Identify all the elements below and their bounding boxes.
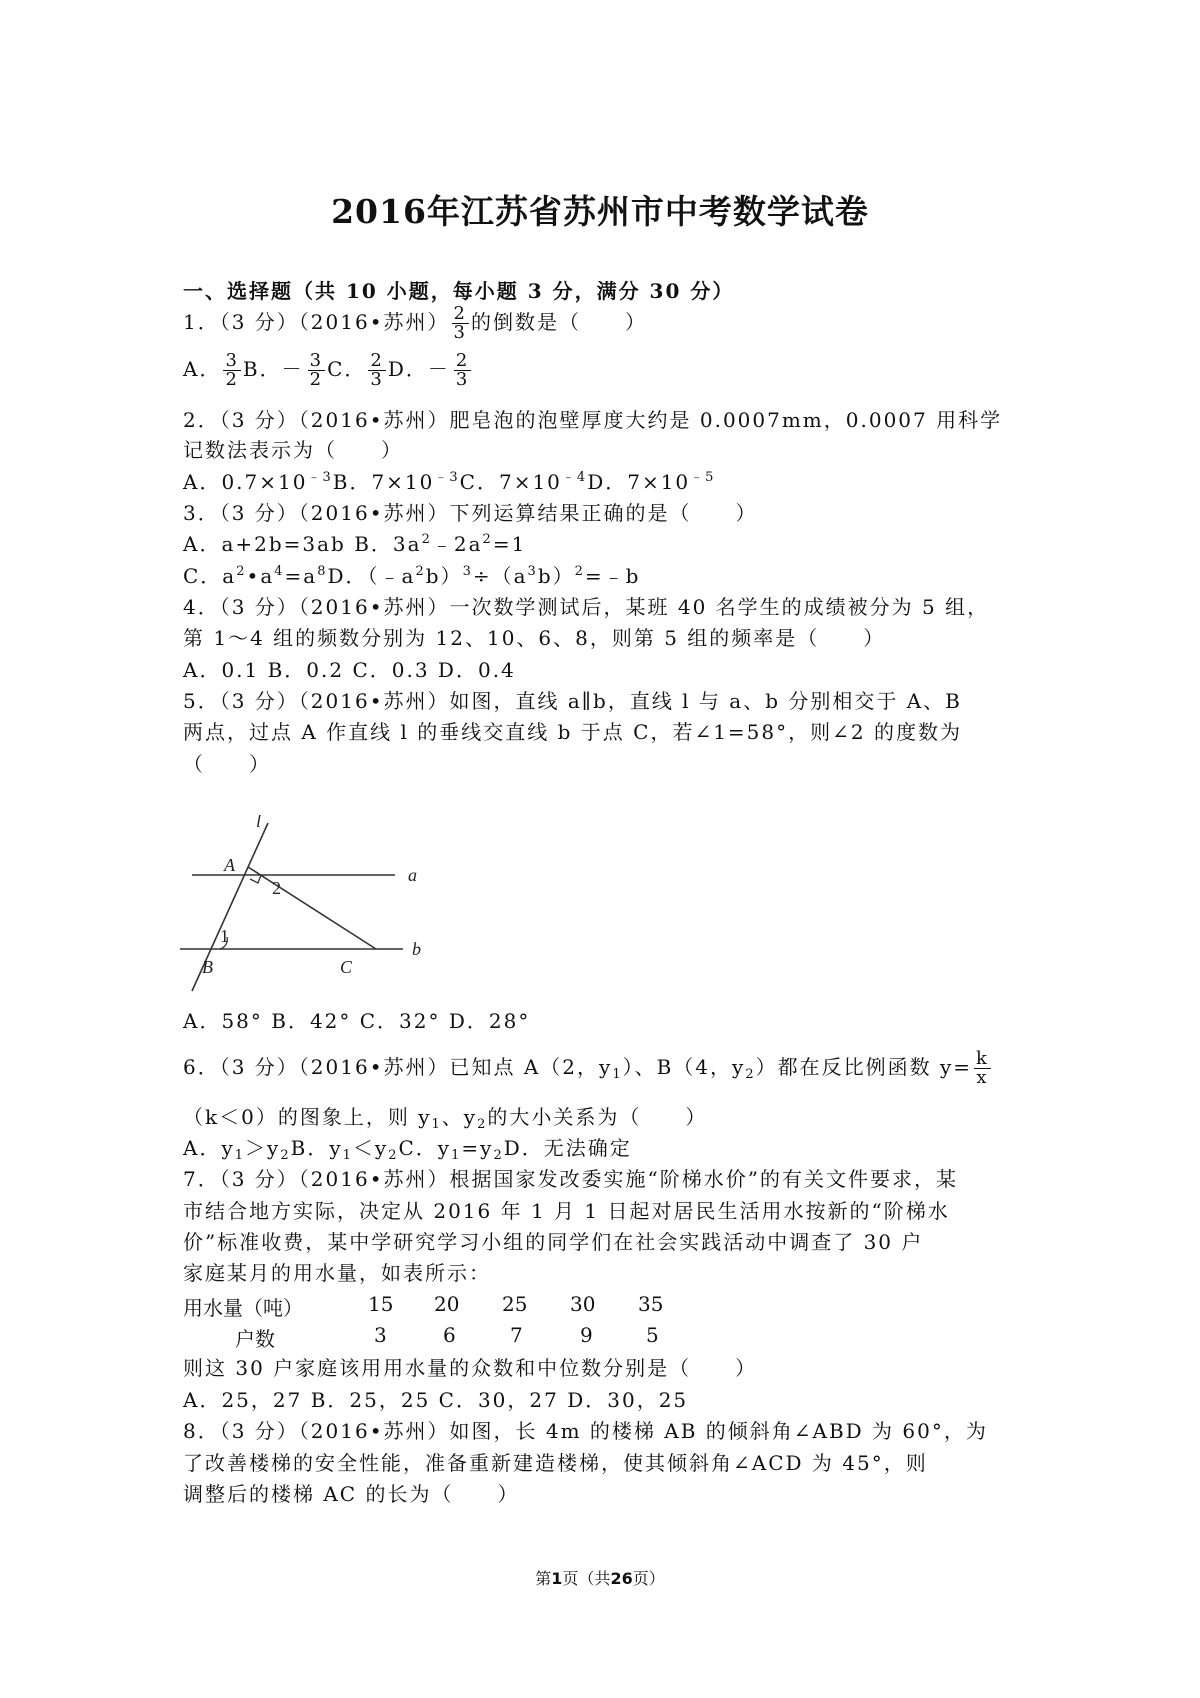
section-heading: 一、选择题（共 10 小题，每小题 3 分，满分 30 分） <box>183 279 735 303</box>
label-point-c: C <box>340 957 353 977</box>
table-cell: 20 <box>434 1292 460 1316</box>
question-1-stem: 1．（3 分）（2016•苏州） $\frac{2}{3}$ 的倒数是（ ） <box>183 303 647 343</box>
table-cell: 9 <box>580 1323 593 1347</box>
parallel-lines-figure <box>180 815 450 1000</box>
question-8-line-3: 调整后的楼梯 AC 的长为（ ） <box>183 1482 520 1506</box>
label-angle-1: 1 <box>220 926 229 946</box>
question-5-options: A．58° B．42° C．32° D．28° <box>183 1009 531 1033</box>
table-row-2-label: 户数 <box>235 1327 275 1351</box>
question-5-line-1: 5．（3 分）（2016•苏州）如图，直线 a∥b，直线 l 与 a、b 分别相交于 A、B <box>183 689 962 713</box>
question-7-line-3: 价”标准收费，某中学研究学习小组的同学们在社会实践活动中调查了 30 户 <box>183 1230 924 1254</box>
question-1-options: A． $\frac{3}{2}$ B．－ $\frac{3}{2}$ C． $\frac{2}{3}$ D．－ $\frac{2}{3}$ <box>183 350 470 390</box>
question-2-line-1: 2．（3 分）（2016•苏州）肥皂泡的泡壁厚度大约是 0.0007mm，0.0007 用科学 <box>183 408 1003 432</box>
table-cell: 25 <box>502 1292 528 1316</box>
fraction: $\frac{2}{3}$ <box>455 350 470 390</box>
fraction: $\frac{2}{3}$ <box>453 303 467 343</box>
question-7-options: A．25，27 B．25，25 C．30，27 D．30，25 <box>183 1388 689 1412</box>
question-3-options-cd: C．$a^2•a^4=a^8D$．$(﹣a^2b)^3\div(a^3b)^2=﹣b$ <box>183 564 641 588</box>
table-cell: 35 <box>638 1292 664 1316</box>
fraction: $\frac{3}{2}$ <box>309 350 324 390</box>
table-cell: 5 <box>646 1323 659 1347</box>
label-line-a: a <box>408 865 417 885</box>
question-5-line-2: 两点，过点 A 作直线 l 的垂线交直线 b 于点 C，若∠1=58°，则∠2 的度数为 <box>183 720 962 744</box>
table-cell: 30 <box>570 1292 596 1316</box>
table-cell: 6 <box>443 1323 456 1347</box>
table-row-1-label: 用水量（吨） <box>183 1296 303 1320</box>
table-cell: 15 <box>368 1292 394 1316</box>
fraction: $\frac{k}{x}$ <box>976 1048 989 1088</box>
table-cell: 3 <box>374 1323 387 1347</box>
question-6-line-2: （k＜0）的图象上，则 $y_1$、$y_2$的大小关系为（ ） <box>183 1105 708 1132</box>
question-7-line-2: 市结合地方实际，决定从 2016 年 1 月 1 日起对居民生活用水按新的“阶梯水 <box>183 1199 950 1223</box>
current-page-number: 1 <box>551 1569 563 1588</box>
page-footer: 第1页（共26页） <box>535 1569 665 1588</box>
question-8-line-2: 了改善楼梯的安全性能，准备重新建造楼梯，使其倾斜角∠ACD 为 45°，则 <box>183 1451 928 1475</box>
question-7-line-1: 7．（3 分）（2016•苏州）根据国家发改委实施“阶梯水价”的有关文件要求，某 <box>183 1167 958 1191</box>
question-7-line-5: 则这 30 户家庭该用用水量的众数和中位数分别是（ ） <box>183 1356 758 1380</box>
fraction: $\frac{2}{3}$ <box>370 350 384 390</box>
question-4-line-1: 4．（3 分）（2016•苏州）一次数学测试后，某班 40 名学生的成绩被分为 5 组， <box>183 595 990 619</box>
label-line-b: b <box>412 939 421 959</box>
perpendicular-ac <box>248 867 376 949</box>
question-4-options: A．0.1 B．0.2 C．0.3 D．0.4 <box>183 658 516 682</box>
question-2-options: A．$0.7\times 10^{﹣3}B$．$7\times 10^{﹣3}C$．$7\times 10^{﹣4}D$．$7\times 10^{﹣5}$ <box>183 470 716 494</box>
question-6-line-1: 6．（3 分）（2016•苏州）已知点 A（2，$y_1$）、B（4，$y_2$）都在反比例函数 y= $\frac{k}{x}$ <box>183 1048 989 1088</box>
question-8-line-1: 8．（3 分）（2016•苏州）如图，长 4m 的楼梯 AB 的倾斜角∠ABD 为 60°，为 <box>183 1419 988 1443</box>
question-6-options: A．$y_1>y_2B$．$y_1<y_2C$．$y_1=y_2D$．无法确定 <box>183 1136 632 1163</box>
question-2-line-2: 记数法表示为（ ） <box>183 438 403 462</box>
page-title: 2016年江苏省苏州市中考数学试卷 <box>331 192 869 231</box>
fraction: $\frac{3}{2}$ <box>225 350 239 390</box>
label-point-a: A <box>224 855 235 875</box>
question-3-stem: 3．（3 分）（2016•苏州）下列运算结果正确的是（ ） <box>183 501 758 525</box>
question-3-options-ab: A．a+2b=3ab B．$3a^2﹣2a^2=1$ <box>183 532 527 556</box>
question-5-line-3: （ ） <box>183 752 271 776</box>
total-page-count: 26 <box>610 1569 633 1588</box>
table-cell: 7 <box>510 1323 523 1347</box>
right-angle-mark <box>250 875 261 883</box>
label-angle-2: 2 <box>272 878 281 898</box>
question-7-line-4: 家庭某月的用水量，如表所示： <box>183 1261 491 1285</box>
label-point-b: B <box>202 957 213 977</box>
question-4-line-2: 第 1～4 组的频数分别为 12、10、6、8，则第 5 组的频率是（ ） <box>183 626 886 650</box>
label-l: l <box>256 815 262 831</box>
